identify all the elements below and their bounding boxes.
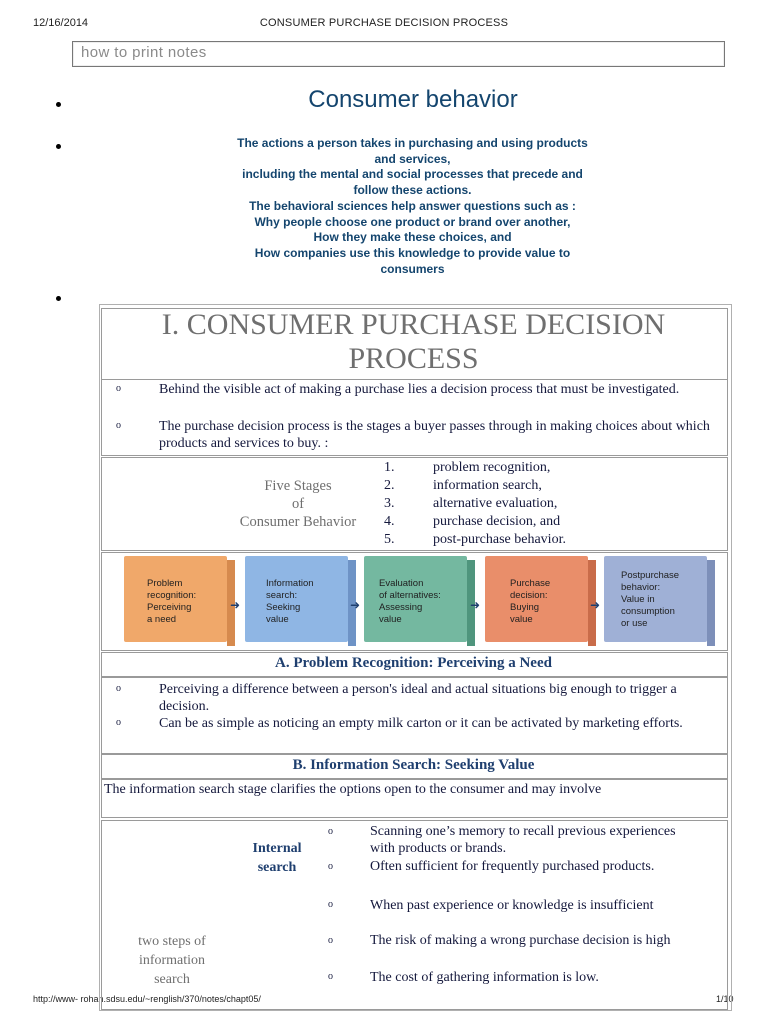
circle-bullet: o — [116, 683, 121, 694]
arrow-right-icon: ➜ — [470, 598, 481, 612]
stage-text: purchase decision, and — [433, 514, 561, 529]
five-stages-cell — [101, 457, 728, 551]
stage-number: 3. — [384, 496, 395, 511]
circle-bullet: o — [328, 935, 333, 946]
arrow-right-icon: ➜ — [230, 598, 241, 612]
print-date: 12/16/2014 — [33, 17, 89, 29]
list-item: Perceiving a difference between a person's ideal and actual situations big enough to trigger a decision. — [159, 682, 677, 714]
stage-text: post-purchase behavior. — [433, 532, 566, 547]
stage-text: alternative evaluation, — [433, 496, 558, 511]
stage-number: 2. — [384, 478, 395, 493]
list-item: Scanning one’s memory to recall previous experiences with products or brands. — [370, 824, 676, 856]
stage-box-evaluation — [364, 556, 467, 642]
circle-bullet: o — [328, 899, 333, 910]
circle-bullet: o — [116, 717, 121, 728]
five-stages-label — [222, 477, 374, 531]
stage-box-postpurchase — [604, 556, 707, 642]
stage-text: information search, — [433, 478, 542, 493]
circle-bullet: o — [116, 420, 121, 431]
stage-number: 5. — [384, 532, 395, 547]
list-item: The risk of making a wrong purchase decision is high — [370, 933, 671, 948]
circle-bullet: o — [328, 971, 333, 982]
print-title: CONSUMER PURCHASE DECISION PROCESS — [259, 17, 509, 29]
circle-bullet: o — [328, 861, 333, 872]
list-item: Can be as simple as noticing an empty milk carton or it can be activated by marketing efforts. — [159, 716, 683, 731]
stage-number: 4. — [384, 514, 395, 529]
stage-box-text: Problem recognition: Perceiving a need — [147, 578, 197, 625]
list-item: The purchase decision process is the stages a buyer passes through in making choices about which products and services to buy. : — [159, 419, 710, 451]
list-item: When past experience or knowledge is insufficient — [370, 898, 654, 913]
intro-paragraph — [170, 136, 655, 277]
intro-line: How companies use this knowledge to provide value to — [254, 245, 571, 260]
intro-line: follow these actions. — [353, 183, 472, 198]
list-item: Behind the visible act of making a purchase lies a decision process that must be investigated. — [159, 382, 680, 397]
list-bullet — [56, 144, 61, 149]
intro-line: The actions a person takes in purchasing and using products — [237, 136, 588, 150]
label-line: of — [291, 496, 305, 512]
stage-text: problem recognition, — [433, 460, 551, 475]
stage-box-text: Postpurchase behavior: Value in consumption or use — [621, 570, 680, 629]
list-bullet — [56, 296, 61, 301]
circle-bullet: o — [116, 383, 121, 394]
label-line: Consumer Behavior — [239, 514, 357, 530]
list-item: Often sufficient for frequently purchased products. — [370, 859, 655, 874]
stage-box-text: Information search: Seeking value — [266, 578, 314, 625]
page-number: 1/10 — [716, 994, 734, 1004]
intro-line: The behavioral sciences help answer questions such as : — [249, 198, 576, 213]
table-title-line: I. CONSUMER PURCHASE DECISION — [161, 308, 666, 341]
stage-box-text: Purchase decision: Buying value — [510, 578, 551, 625]
stage-box-information-search — [245, 556, 348, 642]
section-b-title: B. Information Search: Seeking Value — [292, 757, 535, 773]
section-a-title: A. Problem Recognition: Perceiving a Need — [275, 655, 552, 671]
section-b-description: The information search stage clarifies the options open to the consumer and may involve — [104, 782, 602, 797]
table-title-line: PROCESS — [348, 342, 479, 375]
stage-box-problem-recognition — [124, 556, 227, 642]
stage-box-purchase-decision — [485, 556, 588, 642]
stage-number: 1. — [384, 460, 395, 475]
intro-line: including the mental and social processes that precede and — [242, 167, 583, 182]
box-side — [707, 560, 715, 646]
intro-line: How they make these choices, and — [313, 230, 512, 245]
arrow-right-icon: ➜ — [590, 598, 601, 612]
stage-box-text: Evaluation of alternatives: Assessing value — [379, 578, 441, 625]
two-steps-label: two steps of information search — [138, 934, 206, 987]
label-line: Five Stages — [264, 478, 332, 494]
list-item: The cost of gathering information is low. — [370, 970, 599, 985]
intro-line: and services, — [374, 151, 451, 166]
internal-search-label: Internal search — [252, 841, 302, 875]
how-to-print-notes-link[interactable]: how to print notes — [81, 44, 207, 61]
table-title — [101, 308, 726, 376]
circle-bullet: o — [328, 826, 333, 837]
page-heading: Consumer behavior — [308, 86, 518, 113]
arrow-right-icon: ➜ — [350, 598, 361, 612]
intro-line: Why people choose one product or brand over another, — [254, 214, 571, 229]
intro-line: consumers — [380, 261, 445, 276]
print-url: http://www- rohan.sdsu.edu/~renglish/370/notes/chapt05/ — [33, 994, 261, 1004]
